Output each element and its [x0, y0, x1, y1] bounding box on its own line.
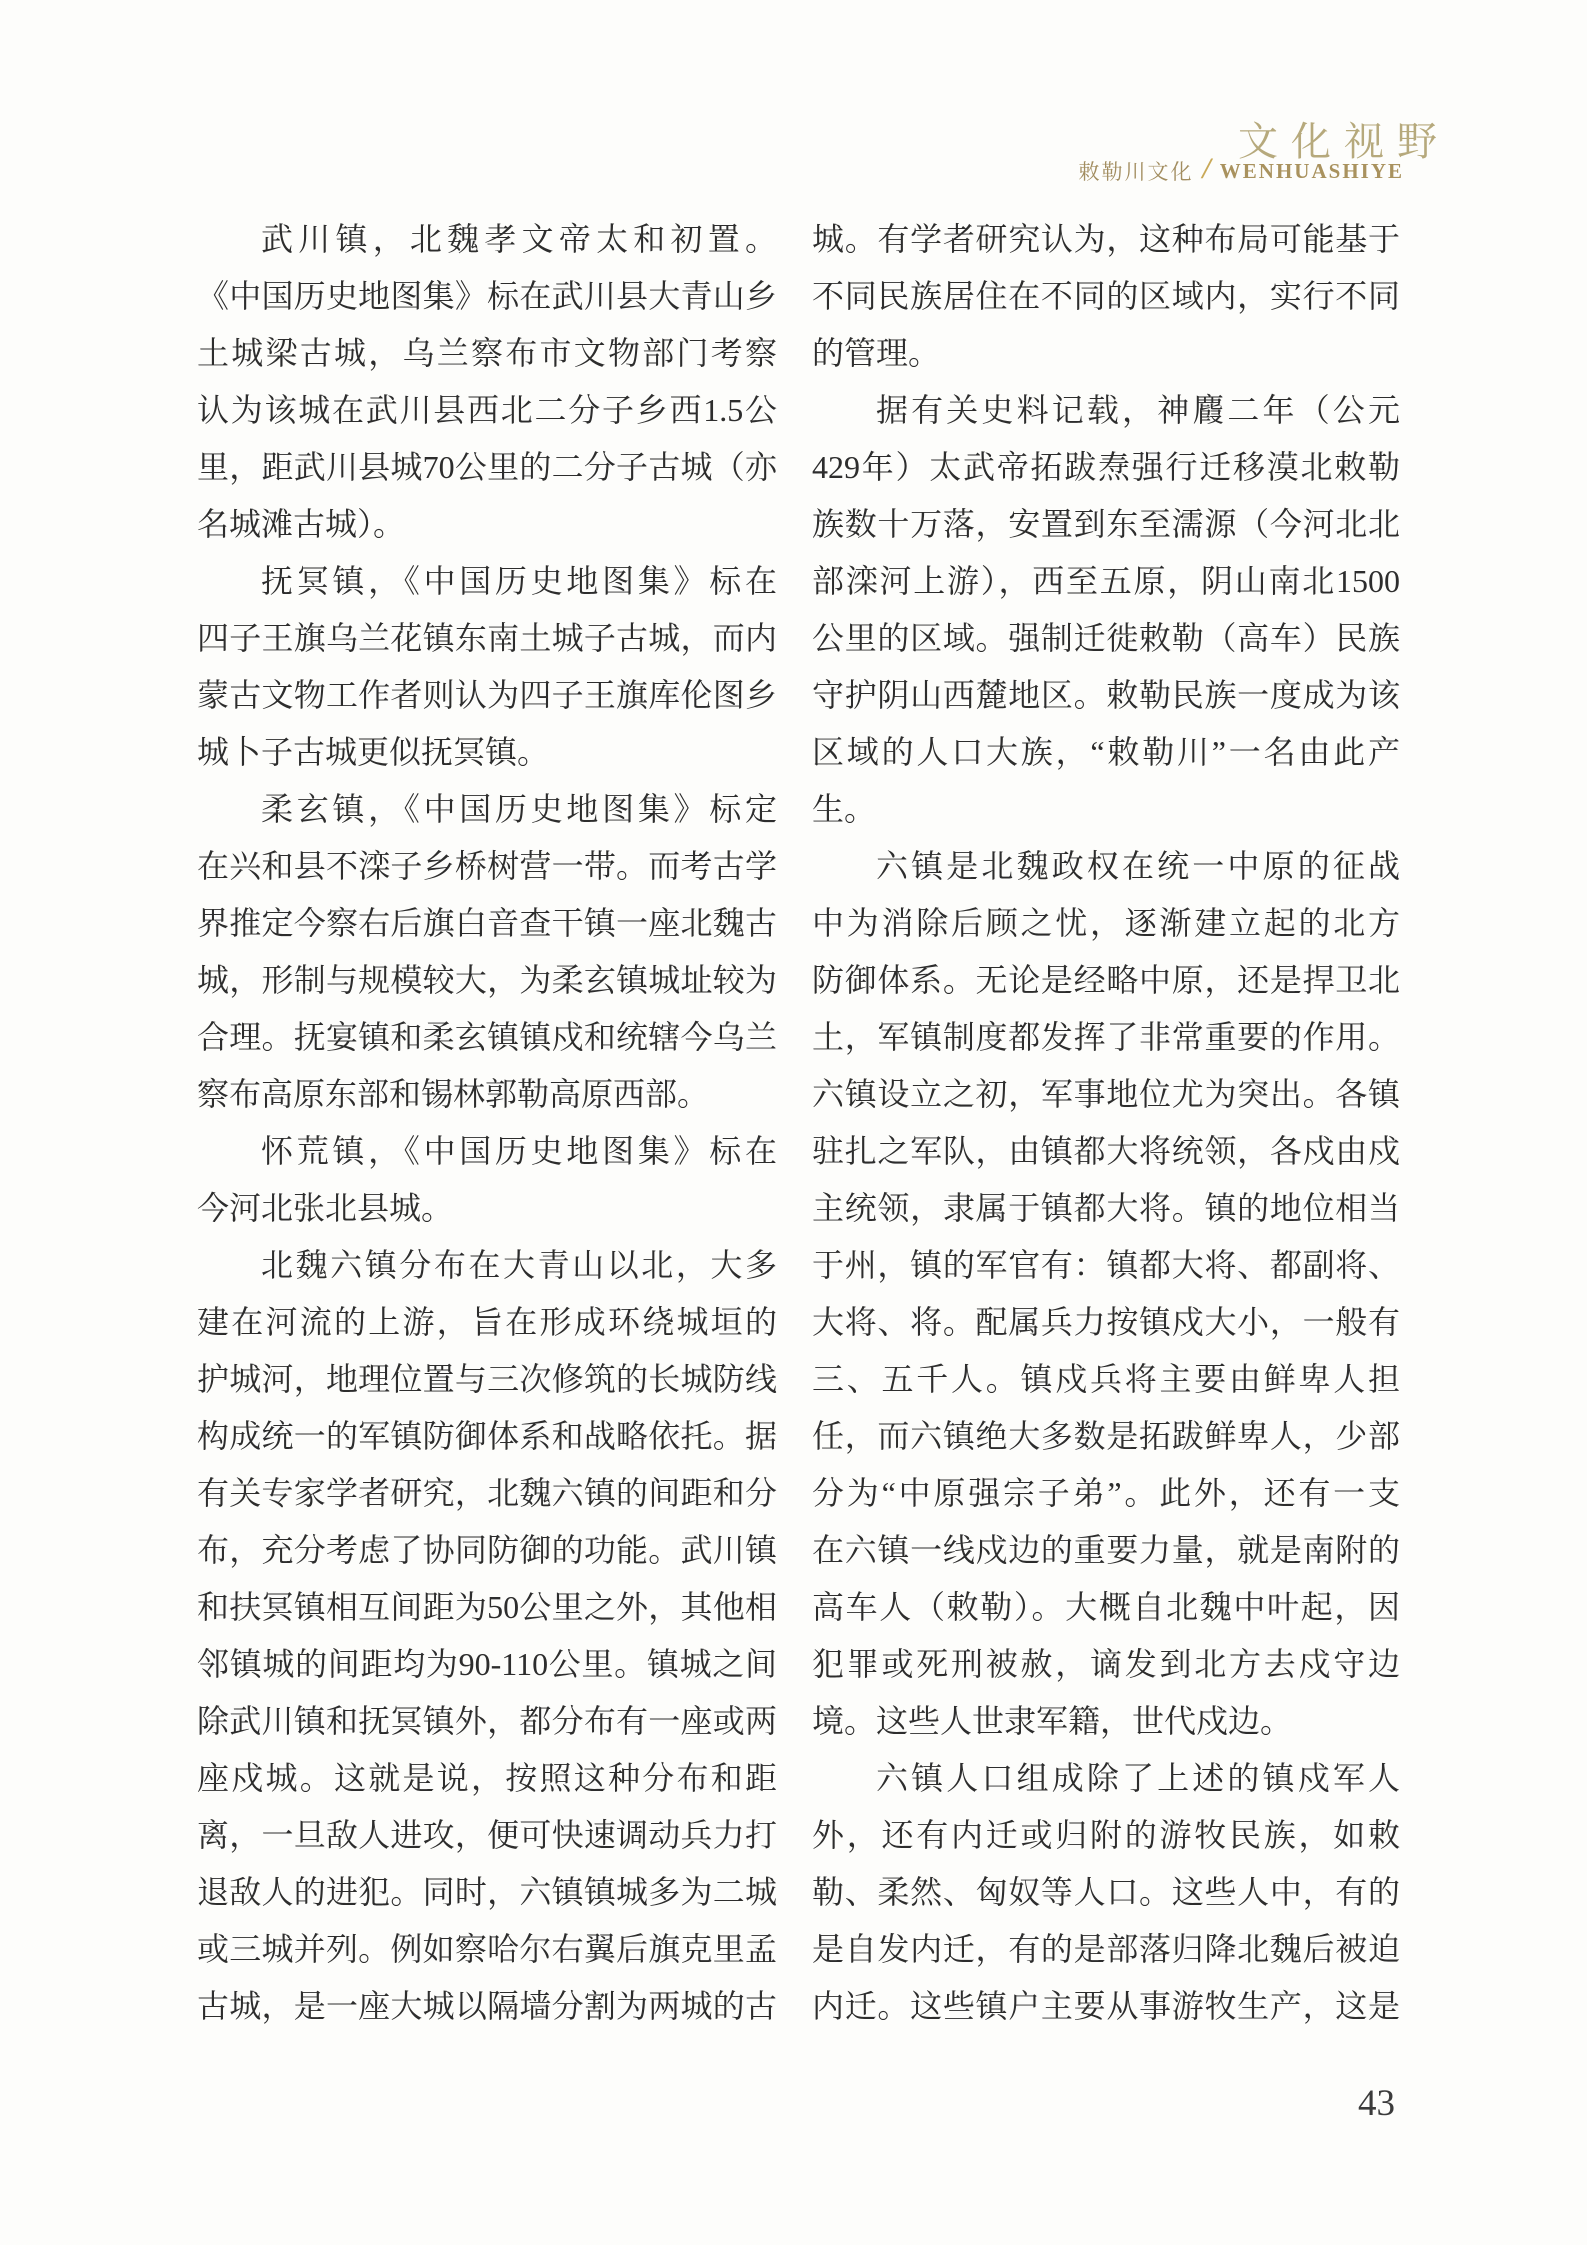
text-line: 古城，是一座大城以隔墙分割为两城的古 — [197, 1988, 777, 2024]
text-line: 离，一旦敌人进攻，便可快速调动兵力打 — [197, 1817, 777, 1853]
text-line: 《中国历史地图集》标在武川县大青山乡 — [197, 278, 777, 314]
text-line: 大将、将。配属兵力按镇戍大小，一般有 — [812, 1304, 1400, 1340]
text-line: 三、五千人。镇戍兵将主要由鲜卑人担 — [812, 1361, 1400, 1397]
text-line: 座戍城。这就是说，按照这种分布和距 — [197, 1760, 777, 1796]
text-line: 界推定今察右后旗白音查干镇一座北魏古 — [197, 905, 777, 941]
subtitle-slash-icon: / — [1202, 152, 1211, 185]
text-line: 六镇人口组成除了上述的镇戍军人 — [876, 1760, 1400, 1796]
subtitle-chinese: 敕勒川文化 — [1078, 160, 1194, 184]
text-line: 合理。抚宴镇和柔玄镇镇戍和统辖今乌兰 — [197, 1019, 777, 1055]
text-line: 抚冥镇，《中国历史地图集》标在 — [261, 563, 777, 599]
section-subtitle — [1078, 152, 1404, 186]
text-line: 区域的人口大族，“敕勒川”一名由此产 — [812, 734, 1400, 770]
text-line: 蒙古文物工作者则认为四子王旗库伦图乡 — [197, 677, 777, 713]
text-line: 于州，镇的军官有：镇都大将、都副将、 — [812, 1247, 1400, 1283]
text-line: 内迁。这些镇户主要从事游牧生产，这是 — [812, 1988, 1400, 2024]
text-line: 有关专家学者研究，北魏六镇的间距和分 — [197, 1475, 777, 1511]
right-text-column — [812, 211, 1400, 2035]
text-line: 主统领，隶属于镇都大将。镇的地位相当 — [812, 1190, 1400, 1226]
text-line: 除武川镇和抚冥镇外，都分布有一座或两 — [197, 1703, 777, 1739]
text-line: 或三城并列。例如察哈尔右翼后旗克里孟 — [197, 1931, 777, 1967]
text-line: 护城河，地理位置与三次修筑的长城防线 — [197, 1361, 777, 1397]
text-line: 部滦河上游），西至五原，阴山南北1500 — [812, 563, 1400, 599]
text-line: 在六镇一线戍边的重要力量，就是南附的 — [812, 1532, 1400, 1568]
text-line: 城卜子古城更似抚冥镇。 — [197, 734, 550, 770]
text-line: 高车人（敕勒）。大概自北魏中叶起，因 — [812, 1589, 1400, 1625]
text-line: 犯罪或死刑被赦，谪发到北方去戍守边 — [812, 1646, 1400, 1682]
text-line: 四子王旗乌兰花镇东南土城子古城，而内 — [197, 620, 777, 656]
text-line: 怀荒镇，《中国历史地图集》标在 — [261, 1133, 777, 1169]
text-line: 退敌人的进犯。同时，六镇镇城多为二城 — [197, 1874, 777, 1910]
subtitle-english: WENHUASHIYE — [1219, 158, 1404, 183]
text-line: 邻镇城的间距均为90-110公里。镇城之间 — [197, 1646, 777, 1682]
text-line: 和扶冥镇相互间距为50公里之外，其他相 — [197, 1589, 777, 1625]
text-line: 生。 — [812, 791, 877, 827]
text-line: 族数十万落，安置到东至濡源（今河北北 — [812, 506, 1400, 542]
section-title: 文化视野 — [1238, 119, 1450, 164]
text-line: 防御体系。无论是经略中原，还是捍卫北 — [812, 962, 1400, 998]
text-line: 柔玄镇，《中国历史地图集》标定 — [261, 791, 777, 827]
text-line: 中为消除后顾之忧，逐渐建立起的北方 — [812, 905, 1400, 941]
text-line: 土，军镇制度都发挥了非常重要的作用。 — [812, 1019, 1400, 1055]
text-line: 守护阴山西麓地区。敕勒民族一度成为该 — [812, 677, 1400, 713]
text-line: 在兴和县不滦子乡桥树营一带。而考古学 — [197, 848, 777, 884]
text-line: 土城梁古城，乌兰察布市文物部门考察 — [197, 335, 777, 371]
text-line: 的管理。 — [812, 335, 941, 371]
text-line: 据有关史料记载，神麚二年（公元 — [876, 392, 1400, 428]
text-line: 名城滩古城）。 — [197, 506, 406, 542]
text-line: 429年）太武帝拓跋焘强行迁移漠北敕勒 — [812, 449, 1400, 485]
text-line: 察布高原东部和锡林郭勒高原西部。 — [197, 1076, 710, 1112]
text-line: 境。这些人世隶军籍，世代戍边。 — [812, 1703, 1293, 1739]
text-line: 任，而六镇绝大多数是拓跋鲜卑人，少部 — [812, 1418, 1400, 1454]
text-line: 驻扎之军队，由镇都大将统领，各戍由戍 — [812, 1133, 1400, 1169]
text-line: 城，形制与规模较大，为柔玄镇城址较为 — [197, 962, 777, 998]
text-line: 武川镇，北魏孝文帝太和初置。 — [261, 221, 777, 257]
text-line: 建在河流的上游，旨在形成环绕城垣的 — [197, 1304, 777, 1340]
text-line: 六镇设立之初，军事地位尤为突出。各镇 — [812, 1076, 1400, 1112]
text-line: 勒、柔然、匈奴等人口。这些人中，有的 — [812, 1874, 1400, 1910]
text-line: 分为“中原强宗子弟”。此外，还有一支 — [812, 1475, 1400, 1511]
text-line: 布，充分考虑了协同防御的功能。武川镇 — [197, 1532, 777, 1568]
text-line: 构成统一的军镇防御体系和战略依托。据 — [197, 1418, 777, 1454]
text-line: 是自发内迁，有的是部落归降北魏后被迫 — [812, 1931, 1400, 1967]
text-line: 不同民族居住在不同的区域内，实行不同 — [812, 278, 1400, 314]
text-line: 认为该城在武川县西北二分子乡西1.5公 — [197, 392, 777, 428]
text-line: 外，还有内迁或归附的游牧民族，如敕 — [812, 1817, 1400, 1853]
left-text-column — [197, 211, 777, 2035]
text-line: 公里的区域。强制迁徙敕勒（高车）民族 — [812, 620, 1400, 656]
page-number: 43 — [1358, 2083, 1395, 2124]
text-line: 里，距武川县城70公里的二分子古城（亦 — [197, 449, 777, 485]
text-line: 城。有学者研究认为，这种布局可能基于 — [812, 221, 1400, 257]
text-line: 北魏六镇分布在大青山以北，大多 — [261, 1247, 777, 1283]
text-line: 六镇是北魏政权在统一中原的征战 — [876, 848, 1400, 884]
text-line: 今河北张北县城。 — [197, 1190, 454, 1226]
